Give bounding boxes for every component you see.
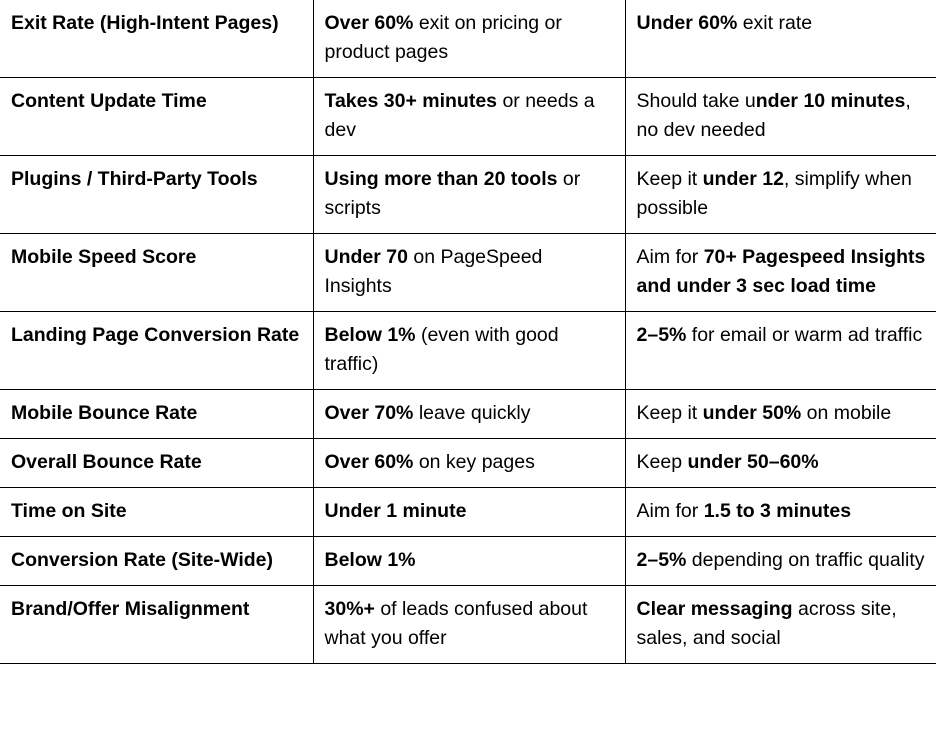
table-row	[0, 586, 936, 664]
target-cell: Should take under 10 minutes, no dev needed	[625, 78, 936, 156]
emphasis-text: Below 1%	[324, 324, 416, 346]
emphasis-text: Over 60%	[324, 12, 414, 34]
warning-cell: Takes 30+ minutes or needs a dev	[313, 78, 625, 156]
warning-cell: 30%+ of leads confused about what you offer	[313, 586, 625, 664]
emphasis-text: under 50%	[702, 402, 802, 424]
emphasis-text: Under 60%	[636, 12, 738, 34]
target-cell: Keep it under 12, simplify when possible	[625, 156, 936, 234]
metric-cell: Content Update Time	[0, 78, 313, 156]
emphasis-text: Clear messaging	[636, 598, 793, 620]
warning-cell: Over 60% exit on pricing or product pages	[313, 0, 625, 78]
emphasis-text: nder 10 minutes	[755, 90, 906, 112]
metric-cell: Conversion Rate (Site-Wide)	[0, 537, 313, 586]
metric-cell: Plugins / Third-Party Tools	[0, 156, 313, 234]
metric-cell: Mobile Speed Score	[0, 234, 313, 312]
metric-cell: Overall Bounce Rate	[0, 439, 313, 488]
table-row	[0, 390, 936, 439]
emphasis-text: under 50–60%	[687, 451, 819, 473]
table-row	[0, 156, 936, 234]
table-row	[0, 312, 936, 390]
emphasis-text: Under 70	[324, 246, 408, 268]
target-cell: 2–5% depending on traffic quality	[625, 537, 936, 586]
metric-cell: Time on Site	[0, 488, 313, 537]
emphasis-text: Takes 30+ minutes	[324, 90, 498, 112]
metric-cell: Mobile Bounce Rate	[0, 390, 313, 439]
metric-cell: Landing Page Conversion Rate	[0, 312, 313, 390]
emphasis-text: under 12	[702, 168, 784, 190]
target-cell: Aim for 1.5 to 3 minutes	[625, 488, 936, 537]
warning-cell	[313, 537, 625, 586]
emphasis-text: Under 1 minute	[324, 500, 467, 522]
metric-cell: Exit Rate (High-Intent Pages)	[0, 0, 313, 78]
warning-cell	[313, 488, 625, 537]
emphasis-text: 2–5%	[636, 549, 687, 571]
emphasis-text: 1.5 to 3 minutes	[703, 500, 852, 522]
warning-cell: Over 60% on key pages	[313, 439, 625, 488]
target-cell: Keep it under 50% on mobile	[625, 390, 936, 439]
table-row	[0, 234, 936, 312]
target-cell: Aim for 70+ Pagespeed Insights and under 3 sec load time	[625, 234, 936, 312]
table-row	[0, 488, 936, 537]
target-cell: Keep under 50–60%	[625, 439, 936, 488]
warning-cell: Over 70% leave quickly	[313, 390, 625, 439]
warning-cell: Below 1% (even with good traffic)	[313, 312, 625, 390]
warning-cell: Using more than 20 tools or scripts	[313, 156, 625, 234]
emphasis-text: Using more than 20 tools	[324, 168, 558, 190]
emphasis-text: 30%+	[324, 598, 375, 620]
emphasis-text: Below 1%	[324, 549, 416, 571]
metric-cell: Brand/Offer Misalignment	[0, 586, 313, 664]
table-row	[0, 439, 936, 488]
target-cell: Under 60% exit rate	[625, 0, 936, 78]
emphasis-text: 2–5%	[636, 324, 687, 346]
target-cell: Clear messaging across site, sales, and social	[625, 586, 936, 664]
table-row	[0, 78, 936, 156]
emphasis-text: 70+ Pagespeed Insights and under 3 sec load time	[636, 246, 926, 297]
warning-cell: Under 70 on PageSpeed Insights	[313, 234, 625, 312]
emphasis-text: Over 60%	[324, 451, 414, 473]
emphasis-text: Over 70%	[324, 402, 414, 424]
table-row	[0, 0, 936, 78]
table-row	[0, 537, 936, 586]
target-cell: 2–5% for email or warm ad traffic	[625, 312, 936, 390]
